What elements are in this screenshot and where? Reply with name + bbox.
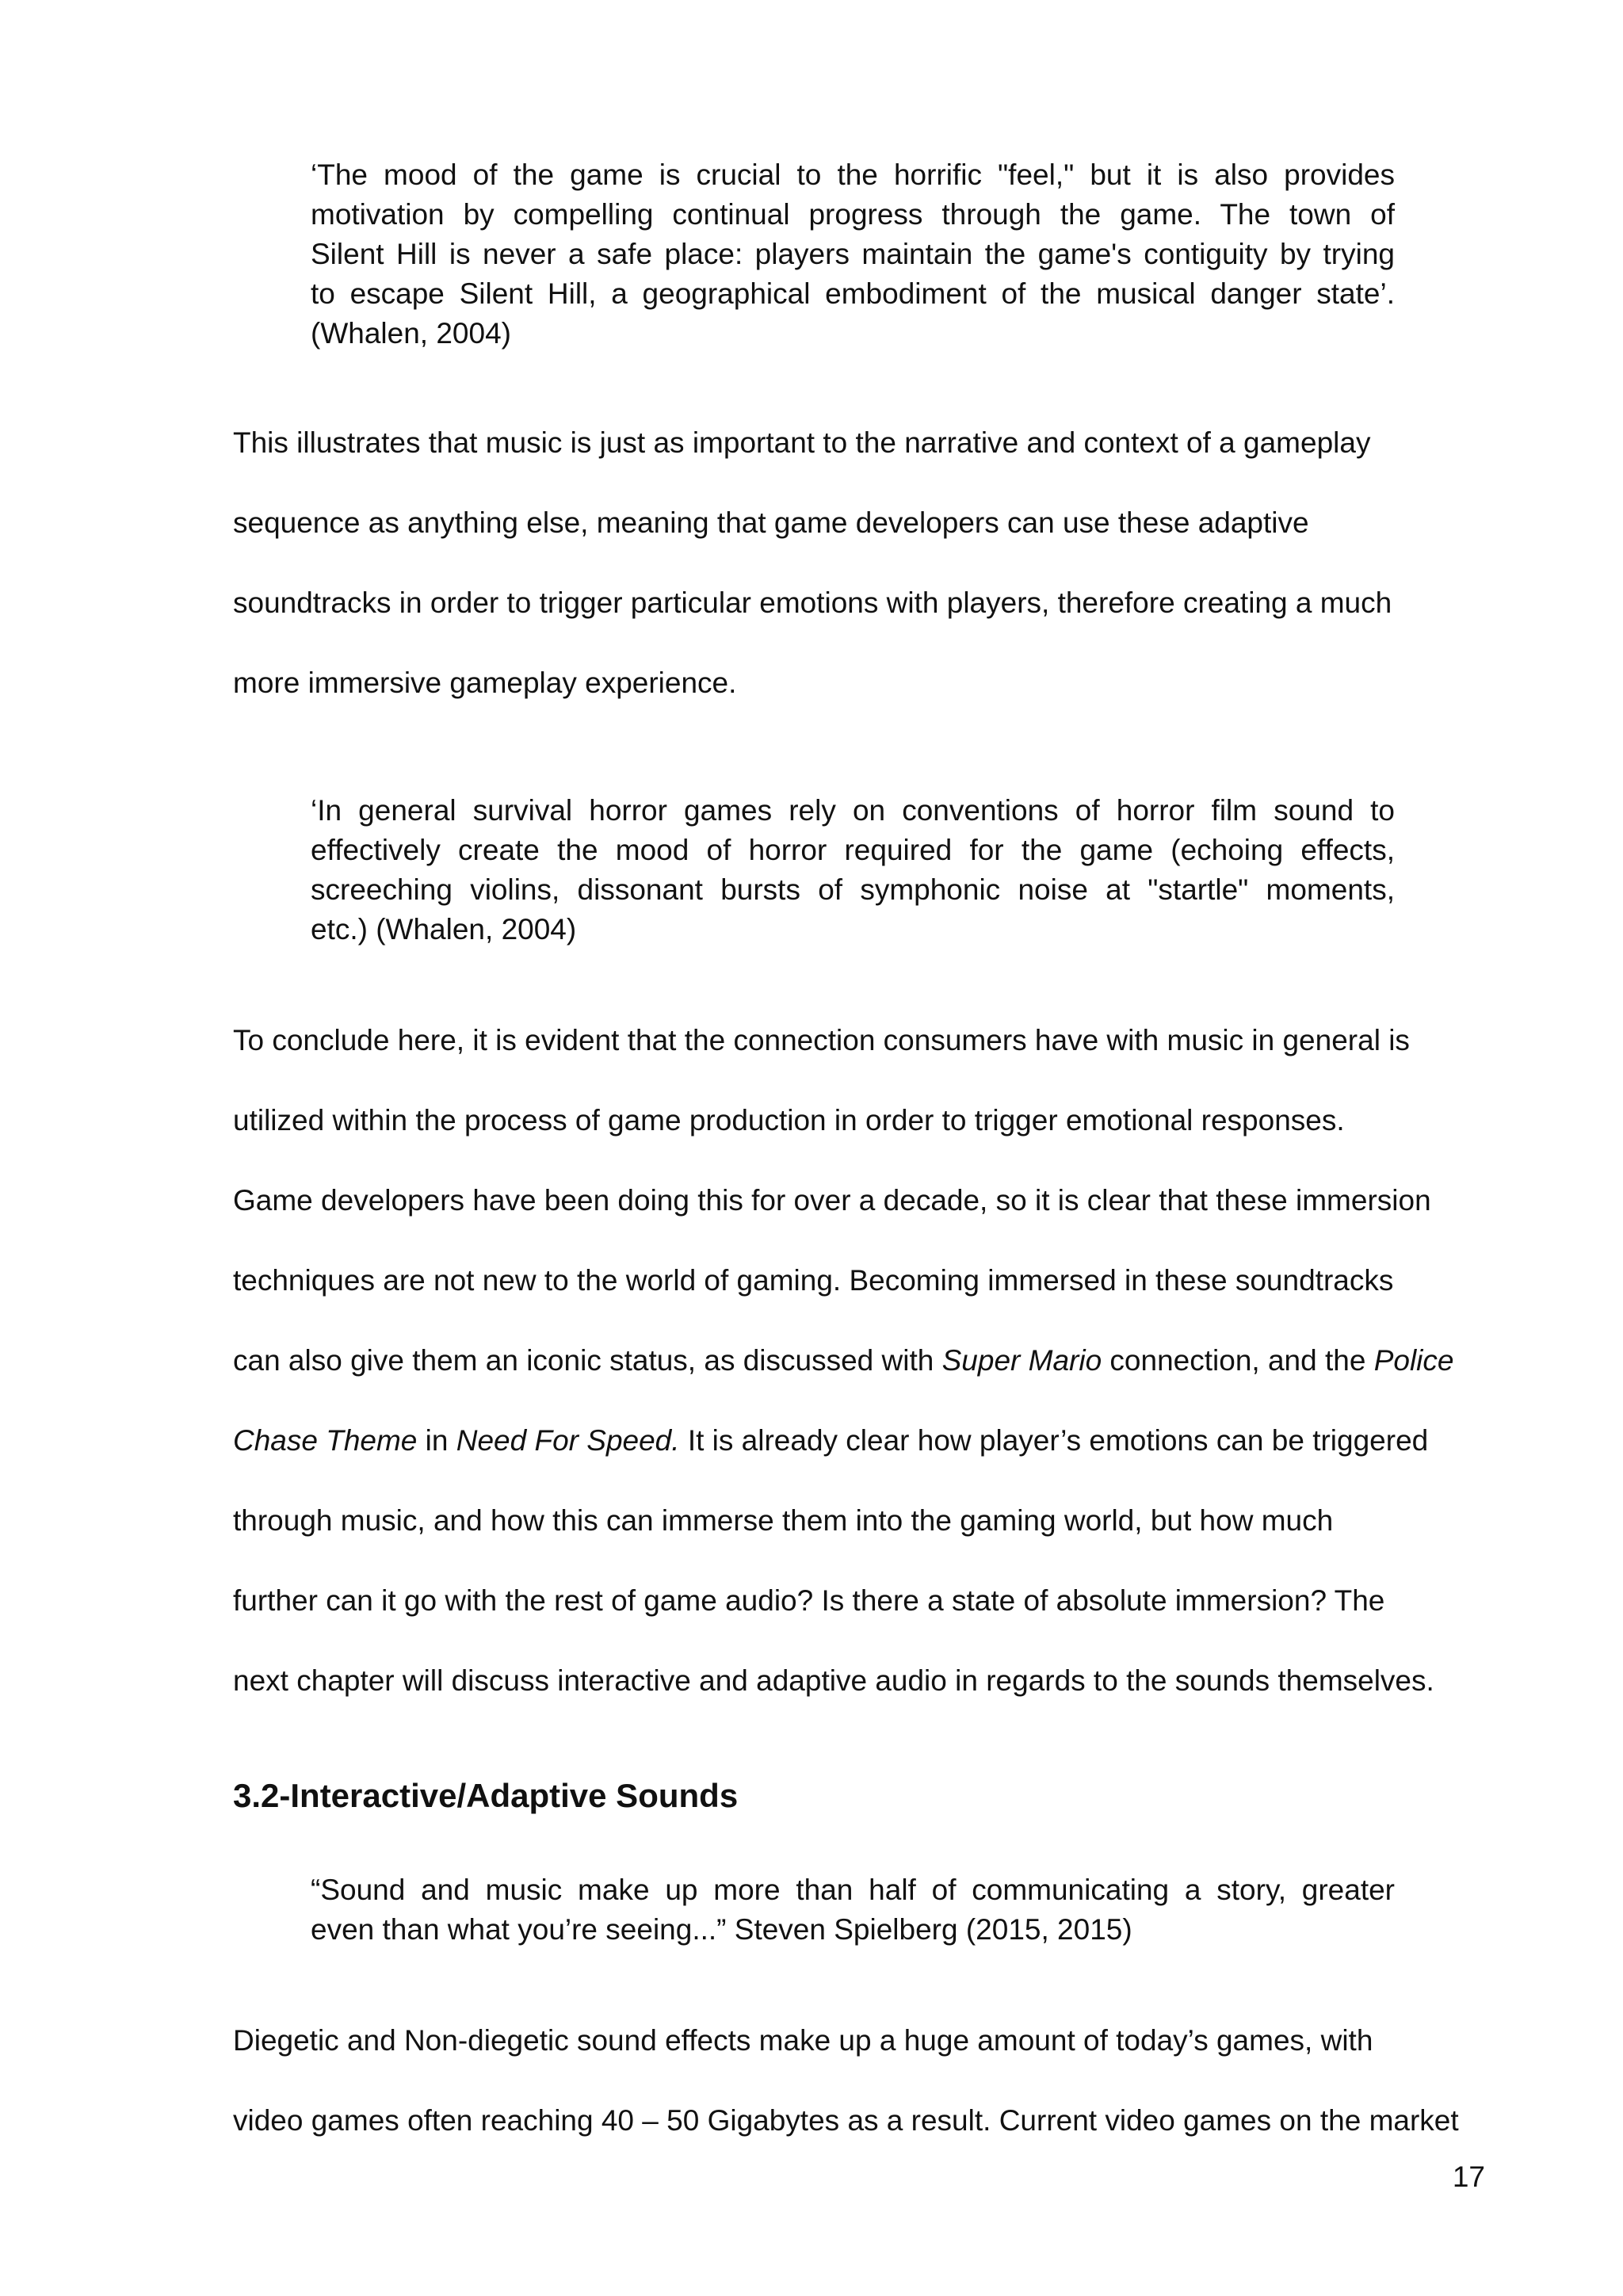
quote-line: even than what you’re seeing...” Steven Spielberg (2015, 2015) xyxy=(311,1913,1132,1946)
paragraph-line: sequence as anything else, meaning that game developers can use these adaptive xyxy=(233,506,1309,539)
paragraph-conclusion xyxy=(233,1000,1485,1721)
paragraph-line: video games often reaching 40 – 50 Gigabytes as a result. Current video games on the market xyxy=(233,2104,1459,2137)
text-run: in xyxy=(417,1424,456,1457)
text-run: It is already clear how player’s emotions can be triggered xyxy=(679,1424,1429,1457)
quote-line: “Sound and music make up more than half of communicating a story, greater xyxy=(311,1874,1395,1906)
quote-line: etc.) (Whalen, 2004) xyxy=(311,913,577,946)
paragraph-line: Diegetic and Non-diegetic sound effects make up a huge amount of today’s games, with xyxy=(233,2024,1373,2057)
quote-line: ‘In general survival horror games rely on conventions of horror film sound to xyxy=(311,794,1395,827)
paragraph-line: more immersive gameplay experience. xyxy=(233,667,737,699)
paragraph-line xyxy=(233,1400,1485,1480)
paragraph-line: To conclude here, it is evident that the connection consumers have with music in general is xyxy=(233,1024,1410,1056)
paragraph-line xyxy=(233,1320,1485,1400)
paragraph-line: through music, and how this can immerse them into the gaming world, but how much xyxy=(233,1504,1334,1537)
quote-line: motivation by compelling continual progress through the game. The town of xyxy=(311,198,1395,231)
paragraph-line: Game developers have been doing this for over a decade, so it is clear that these immersion xyxy=(233,1184,1431,1217)
italic-title-need-for-speed: Need For Speed. xyxy=(456,1424,680,1457)
text-run: connection, and the xyxy=(1102,1344,1374,1377)
paragraph-line: This illustrates that music is just as important to the narrative and context of a gameplay xyxy=(233,426,1371,459)
block-quote-whalen-1 xyxy=(311,155,1395,353)
quote-line: Silent Hill is never a safe place: players maintain the game's contiguity by trying xyxy=(311,238,1395,270)
paragraph-line: techniques are not new to the world of gaming. Becoming immersed in these soundtracks xyxy=(233,1264,1394,1297)
block-quote-whalen-2 xyxy=(311,791,1395,949)
paragraph-line: utilized within the process of game production in order to trigger emotional responses. xyxy=(233,1104,1345,1137)
quote-line: effectively create the mood of horror required for the game (echoing effects, xyxy=(311,834,1395,866)
italic-title-super-mario: Super Mario xyxy=(941,1344,1102,1377)
paragraph-music-narrative xyxy=(233,403,1485,723)
italic-title-police: Police xyxy=(1373,1344,1454,1377)
paragraph-line: soundtracks in order to trigger particular emotions with players, therefore creating a much xyxy=(233,586,1392,619)
quote-line: ‘The mood of the game is crucial to the horrific "feel," but it is also provides xyxy=(311,159,1395,191)
quote-line: to escape Silent Hill, a geographical embodiment of the musical danger state’. xyxy=(311,277,1395,310)
paragraph-sound-effects xyxy=(233,2000,1485,2160)
quote-line: (Whalen, 2004) xyxy=(311,317,511,350)
quote-line: screeching violins, dissonant bursts of symphonic noise at "startle" moments, xyxy=(311,873,1395,906)
page-number: 17 xyxy=(1452,2160,1485,2193)
block-quote-spielberg xyxy=(311,1870,1395,1950)
section-heading: 3.2-Interactive/Adaptive Sounds xyxy=(233,1777,739,1814)
italic-title-chase-theme: Chase Theme xyxy=(233,1424,418,1457)
paragraph-line: further can it go with the rest of game audio? Is there a state of absolute immersion? The xyxy=(233,1584,1385,1617)
text-run: can also give them an iconic status, as discussed with xyxy=(233,1344,942,1377)
paragraph-line: next chapter will discuss interactive and adaptive audio in regards to the sounds themselves. xyxy=(233,1664,1434,1697)
